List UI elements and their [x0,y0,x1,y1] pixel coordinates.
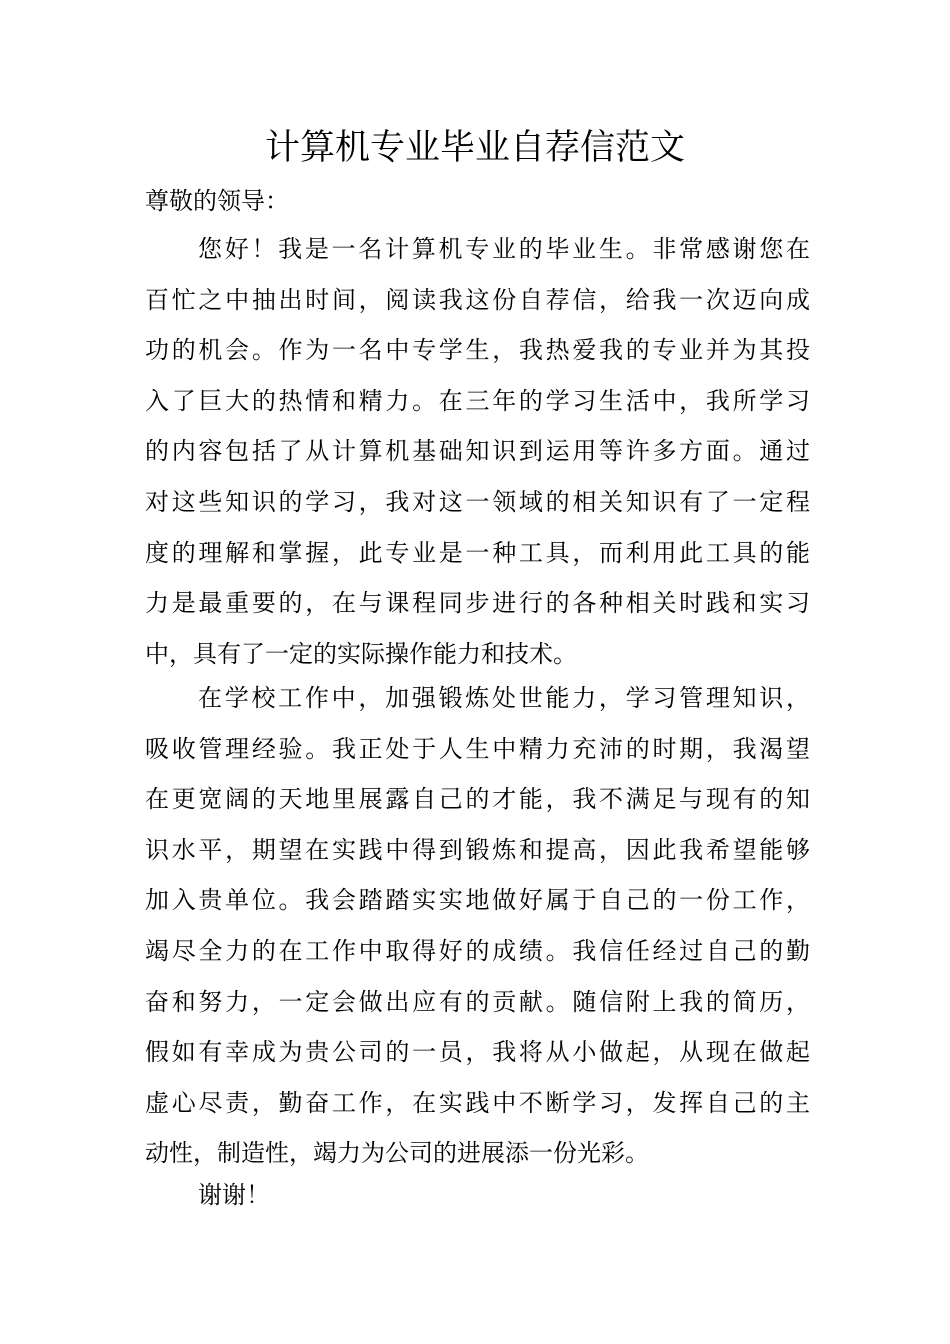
paragraph-line: 对这些知识的学习，我对这一领域的相关知识有了一定程 [145,487,810,516]
paragraph-line: 奋和努力，一定会做出应有的贡献。随信附上我的简历， [145,987,810,1016]
paragraph-line: 在学校工作中，加强锻炼处世能力，学习管理知识， [198,684,810,712]
paragraph-line: 力是最重要的，在与课程同步进行的各种相关时践和实习 [145,589,810,618]
paragraph-line: 的内容包括了从计算机基础知识到运用等许多方面。通过 [145,437,810,466]
paragraph-2 [145,673,810,1179]
paragraph-line: 识水平，期望在实践中得到锻炼和提高，因此我希望能够 [145,835,810,864]
paragraph-line: 假如有幸成为贵公司的一员，我将从小做起，从现在做起 [145,1038,810,1067]
paragraph-line: 您好！我是一名计算机专业的毕业生。非常感谢您在 [198,235,810,263]
paragraph-line: 度的理解和掌握，此专业是一种工具，而利用此工具的能 [145,538,810,567]
paragraph-line: 百忙之中抽出时间，阅读我这份自荐信，给我一次迈向成 [145,285,810,314]
paragraph-line: 吸收管理经验。我正处于人生中精力充沛的时期，我渴望 [145,734,810,763]
paragraph-line: 功的机会。作为一名中专学生，我热爱我的专业并为其投 [145,336,810,365]
document-title: 计算机专业毕业自荐信范文 [264,128,685,168]
paragraph-line: 中，具有了一定的实际操作能力和技术。 [145,639,577,668]
closing: 谢谢！ [198,1181,270,1209]
paragraph-line: 虚心尽责，勤奋工作，在实践中不断学习，发挥自己的主 [145,1088,810,1117]
paragraph-line: 动性，制造性，竭力为公司的进展添一份光彩。 [145,1139,649,1168]
salutation: 尊敬的领导： [145,187,289,215]
paragraph-line: 入了巨大的热情和精力。在三年的学习生活中，我所学习 [145,386,810,415]
paragraph-line: 加入贵单位。我会踏踏实实地做好属于自己的一份工作， [145,886,810,915]
paragraph-1 [145,224,810,679]
paragraph-line: 在更宽阔的天地里展露自己的才能，我不满足与现有的知 [145,785,810,814]
paragraph-line: 竭尽全力的在工作中取得好的成绩。我信任经过自己的勤 [145,936,810,965]
